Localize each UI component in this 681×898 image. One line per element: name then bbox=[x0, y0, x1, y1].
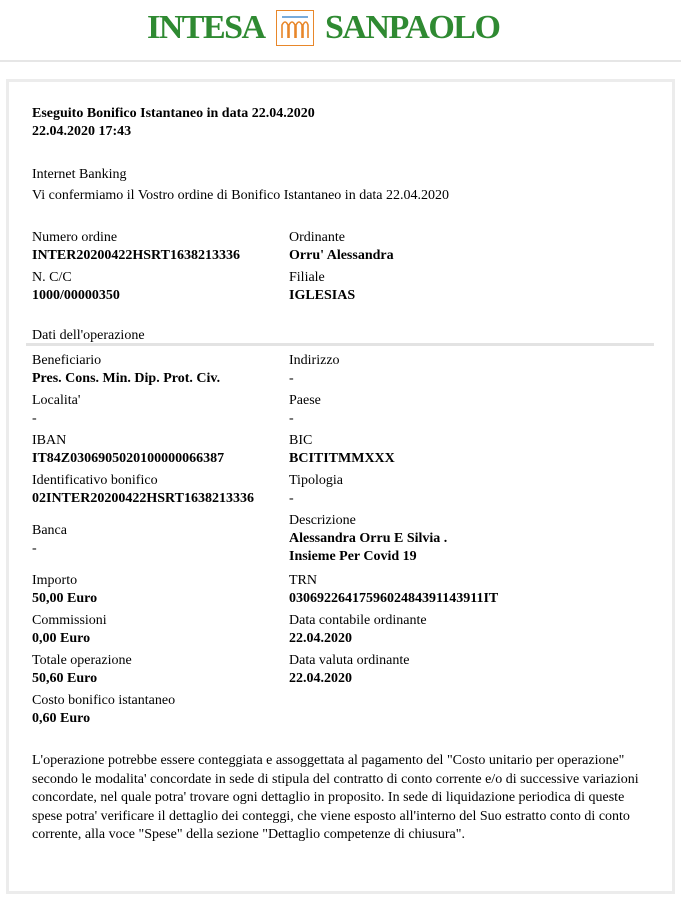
numero-ordine-label: Numero ordine bbox=[32, 230, 118, 245]
banca-label: Banca bbox=[32, 523, 67, 538]
filiale-value: IGLESIAS bbox=[289, 288, 356, 303]
localita-label: Localita' bbox=[32, 393, 81, 408]
beneficiario-label: Beneficiario bbox=[32, 353, 102, 368]
banca-value: - bbox=[32, 541, 37, 556]
descrizione-label: Descrizione bbox=[289, 513, 356, 528]
data-valuta-label: Data valuta ordinante bbox=[289, 653, 410, 668]
confirmation-message: Vi confermiamo il Vostro ordine di Bonifico Istantaneo in data 22.04.2020 bbox=[32, 188, 450, 203]
brand-word-left: INTESA bbox=[147, 9, 265, 46]
totale-value: 50,60 Euro bbox=[32, 671, 98, 686]
receipt-title: Eseguito Bonifico Istantaneo in data 22.04.2020 bbox=[32, 106, 315, 121]
identificativo-label: Identificativo bonifico bbox=[32, 473, 158, 488]
beneficiario-value: Pres. Cons. Min. Dip. Prot. Civ. bbox=[32, 371, 221, 386]
trn-label: TRN bbox=[289, 573, 317, 588]
numero-ordine-value: INTER20200422HSRT1638213336 bbox=[32, 248, 240, 263]
totale-label: Totale operazione bbox=[32, 653, 132, 668]
localita-value: - bbox=[32, 411, 37, 426]
bic-value: BCITITMMXXX bbox=[289, 451, 395, 466]
indirizzo-label: Indirizzo bbox=[289, 353, 340, 368]
descrizione-value-line1: Alessandra Orru E Silvia . bbox=[289, 531, 448, 546]
section-title: Dati dell'operazione bbox=[32, 328, 145, 343]
section-divider bbox=[26, 343, 654, 346]
data-contabile-label: Data contabile ordinante bbox=[289, 613, 427, 628]
costo-istantaneo-label: Costo bonifico istantaneo bbox=[32, 693, 176, 708]
commissioni-value: 0,00 Euro bbox=[32, 631, 91, 646]
costo-istantaneo-value: 0,60 Euro bbox=[32, 711, 91, 726]
indirizzo-value: - bbox=[289, 371, 294, 386]
bank-emblem-icon bbox=[276, 10, 314, 46]
commissioni-label: Commissioni bbox=[32, 613, 107, 628]
bic-label: BIC bbox=[289, 433, 313, 448]
receipt-datetime: 22.04.2020 17:43 bbox=[32, 124, 132, 139]
header bbox=[0, 0, 681, 62]
tipologia-label: Tipologia bbox=[289, 473, 343, 488]
ordinante-value: Orru' Alessandra bbox=[289, 248, 394, 263]
nc-c-label: N. C/C bbox=[32, 270, 72, 285]
brand-word-right: SANPAOLO bbox=[325, 9, 500, 46]
tipologia-value: - bbox=[289, 491, 294, 506]
trn-value: 0306922641759602484391143911IT bbox=[289, 591, 499, 606]
paese-value: - bbox=[289, 411, 294, 426]
iban-value: IT84Z0306905020100000066387 bbox=[32, 451, 225, 466]
iban-label: IBAN bbox=[32, 433, 67, 448]
nc-c-value: 1000/00000350 bbox=[32, 288, 120, 303]
filiale-label: Filiale bbox=[289, 270, 325, 285]
data-valuta-value: 22.04.2020 bbox=[289, 671, 352, 686]
importo-value: 50,00 Euro bbox=[32, 591, 98, 606]
ordinante-label: Ordinante bbox=[289, 230, 345, 245]
data-contabile-value: 22.04.2020 bbox=[289, 631, 352, 646]
descrizione-value-line2: Insieme Per Covid 19 bbox=[289, 549, 417, 564]
importo-label: Importo bbox=[32, 573, 78, 588]
identificativo-value: 02INTER20200422HSRT1638213336 bbox=[32, 491, 254, 506]
channel-label: Internet Banking bbox=[32, 167, 127, 182]
footer-note: L'operazione potrebbe essere conteggiata e assoggettata al pagamento del "Costo unitario per operazione" secondo le modalita' concordate in sede di stipula del contratto di conto corrente e/o di successive variazioni concordate, nel quale potra' trovare ogni dettaglio in proposito. In sede di liquidazione periodica di queste spese potra' verificare il dettaglio dei conteggi, che viene esposto all'interno del Suo estratto conto di conto corrente, alla voce "Spese" della sezione "Dettaglio competenze di chiusura". bbox=[32, 753, 639, 842]
brand-logo bbox=[147, 8, 499, 48]
paese-label: Paese bbox=[289, 393, 321, 408]
